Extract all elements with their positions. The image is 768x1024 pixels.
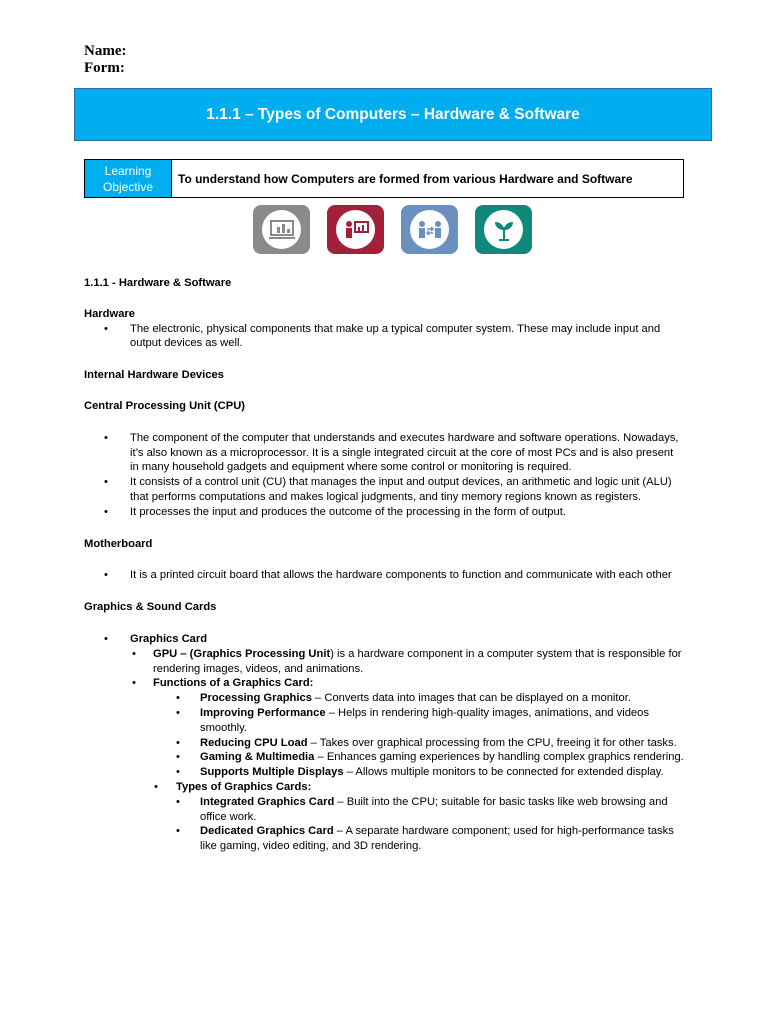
hardware-list [84,322,684,352]
function-term: Supports Multiple Displays [200,766,344,779]
gpu-term: GPU – (Graphics Processing Unit [153,647,331,660]
learning-objective-label: Learning Objective [85,160,172,197]
function-term: Reducing CPU Load [200,736,308,749]
list-item: • It is a printed circuit board that allows the hardware components to function and communicate with each other [84,568,684,583]
list-item [84,780,684,795]
learning-objective-text: To understand how Computers are formed from various Hardware and Software [178,171,633,186]
name-form-block [84,43,126,77]
computer-skill-icon [253,205,310,254]
title-banner [74,88,712,141]
function-description: – Allows multiple monitors to be connected for extended display. [343,766,664,779]
motherboard-heading: Motherboard [84,537,153,550]
function-description: – Helps in rendering high-quality images, animations, and videos smoothly. [200,706,649,734]
graphics-sound-heading: Graphics & Sound Cards [84,601,217,614]
name-label: Name: [84,43,127,59]
form-label: Form: [84,60,125,76]
type-term: Integrated Graphics Card [200,795,335,808]
function-term: Gaming & Multimedia [200,751,315,764]
list-item [84,765,684,780]
type-term: Dedicated Graphics Card [200,825,334,838]
gpu-description: ) is a hardware component in a computer system that is responsible for rendering images, videos, and animations. [153,647,682,675]
cpu-list [84,431,684,520]
list-item [84,647,684,677]
type-description: – Built into the CPU; suitable for basic tasks like web browsing and office work. [200,795,668,823]
list-item [84,750,684,765]
function-description: – Converts data into images that can be displayed on a monitor. [311,692,631,705]
list-item [84,691,684,706]
list-item: • It processes the input and produces the outcome of the processing in the form of output. [84,505,684,520]
motherboard-list [84,568,684,583]
worksheet-content [84,276,684,854]
list-item [84,706,684,736]
list-item [84,736,684,751]
list-item: • The electronic, physical components that make up a typical computer system. These may include input and output devices as well. [84,322,684,352]
section-heading: 1.1.1 - Hardware & Software [84,277,232,289]
list-item: • It consists of a control unit (CU) that manages the input and output devices, an arithmetic and logic unit (ALU) that performs computations and makes logical judgments, and tiny memory regions known as registers. [84,475,684,505]
list-item [84,676,684,691]
cpu-heading: Central Processing Unit (CPU) [84,399,246,412]
function-description: – Takes over graphical processing from the CPU, freeing it for other tasks. [307,736,677,749]
list-item [84,824,684,854]
page-title: 1.1.1 – Types of Computers – Hardware & Software [206,105,580,123]
graphics-card-label: Graphics Card [130,632,208,645]
function-term: Improving Performance [200,706,326,719]
type-description: – A separate hardware component; used for high-performance tasks like gaming, video editing, and 3D rendering. [200,825,674,853]
functions-label: Functions of a Graphics Card: [153,677,314,690]
skill-icons-row [253,205,532,254]
function-description: – Enhances gaming experiences by handling complex graphics rendering. [314,751,684,764]
list-item [84,632,684,647]
collaboration-skill-icon [401,205,458,254]
list-item: • The component of the computer that understands and executes hardware and software operations. Nowadays, it’s also known as a microprocessor. It is a single integrated circuit at the core of most PCs and is also present in many household gadgets and equipment where some control or monitoring is required. [84,431,684,475]
growth-plant-icon [475,205,532,254]
function-term: Processing Graphics [200,692,312,705]
presentation-skill-icon [327,205,384,254]
list-item [84,795,684,825]
learning-objective-box [84,159,684,198]
graphics-list [84,632,684,854]
internal-hardware-heading: Internal Hardware Devices [84,369,224,382]
hardware-heading: Hardware [84,307,135,320]
types-label: Types of Graphics Cards: [176,780,312,793]
